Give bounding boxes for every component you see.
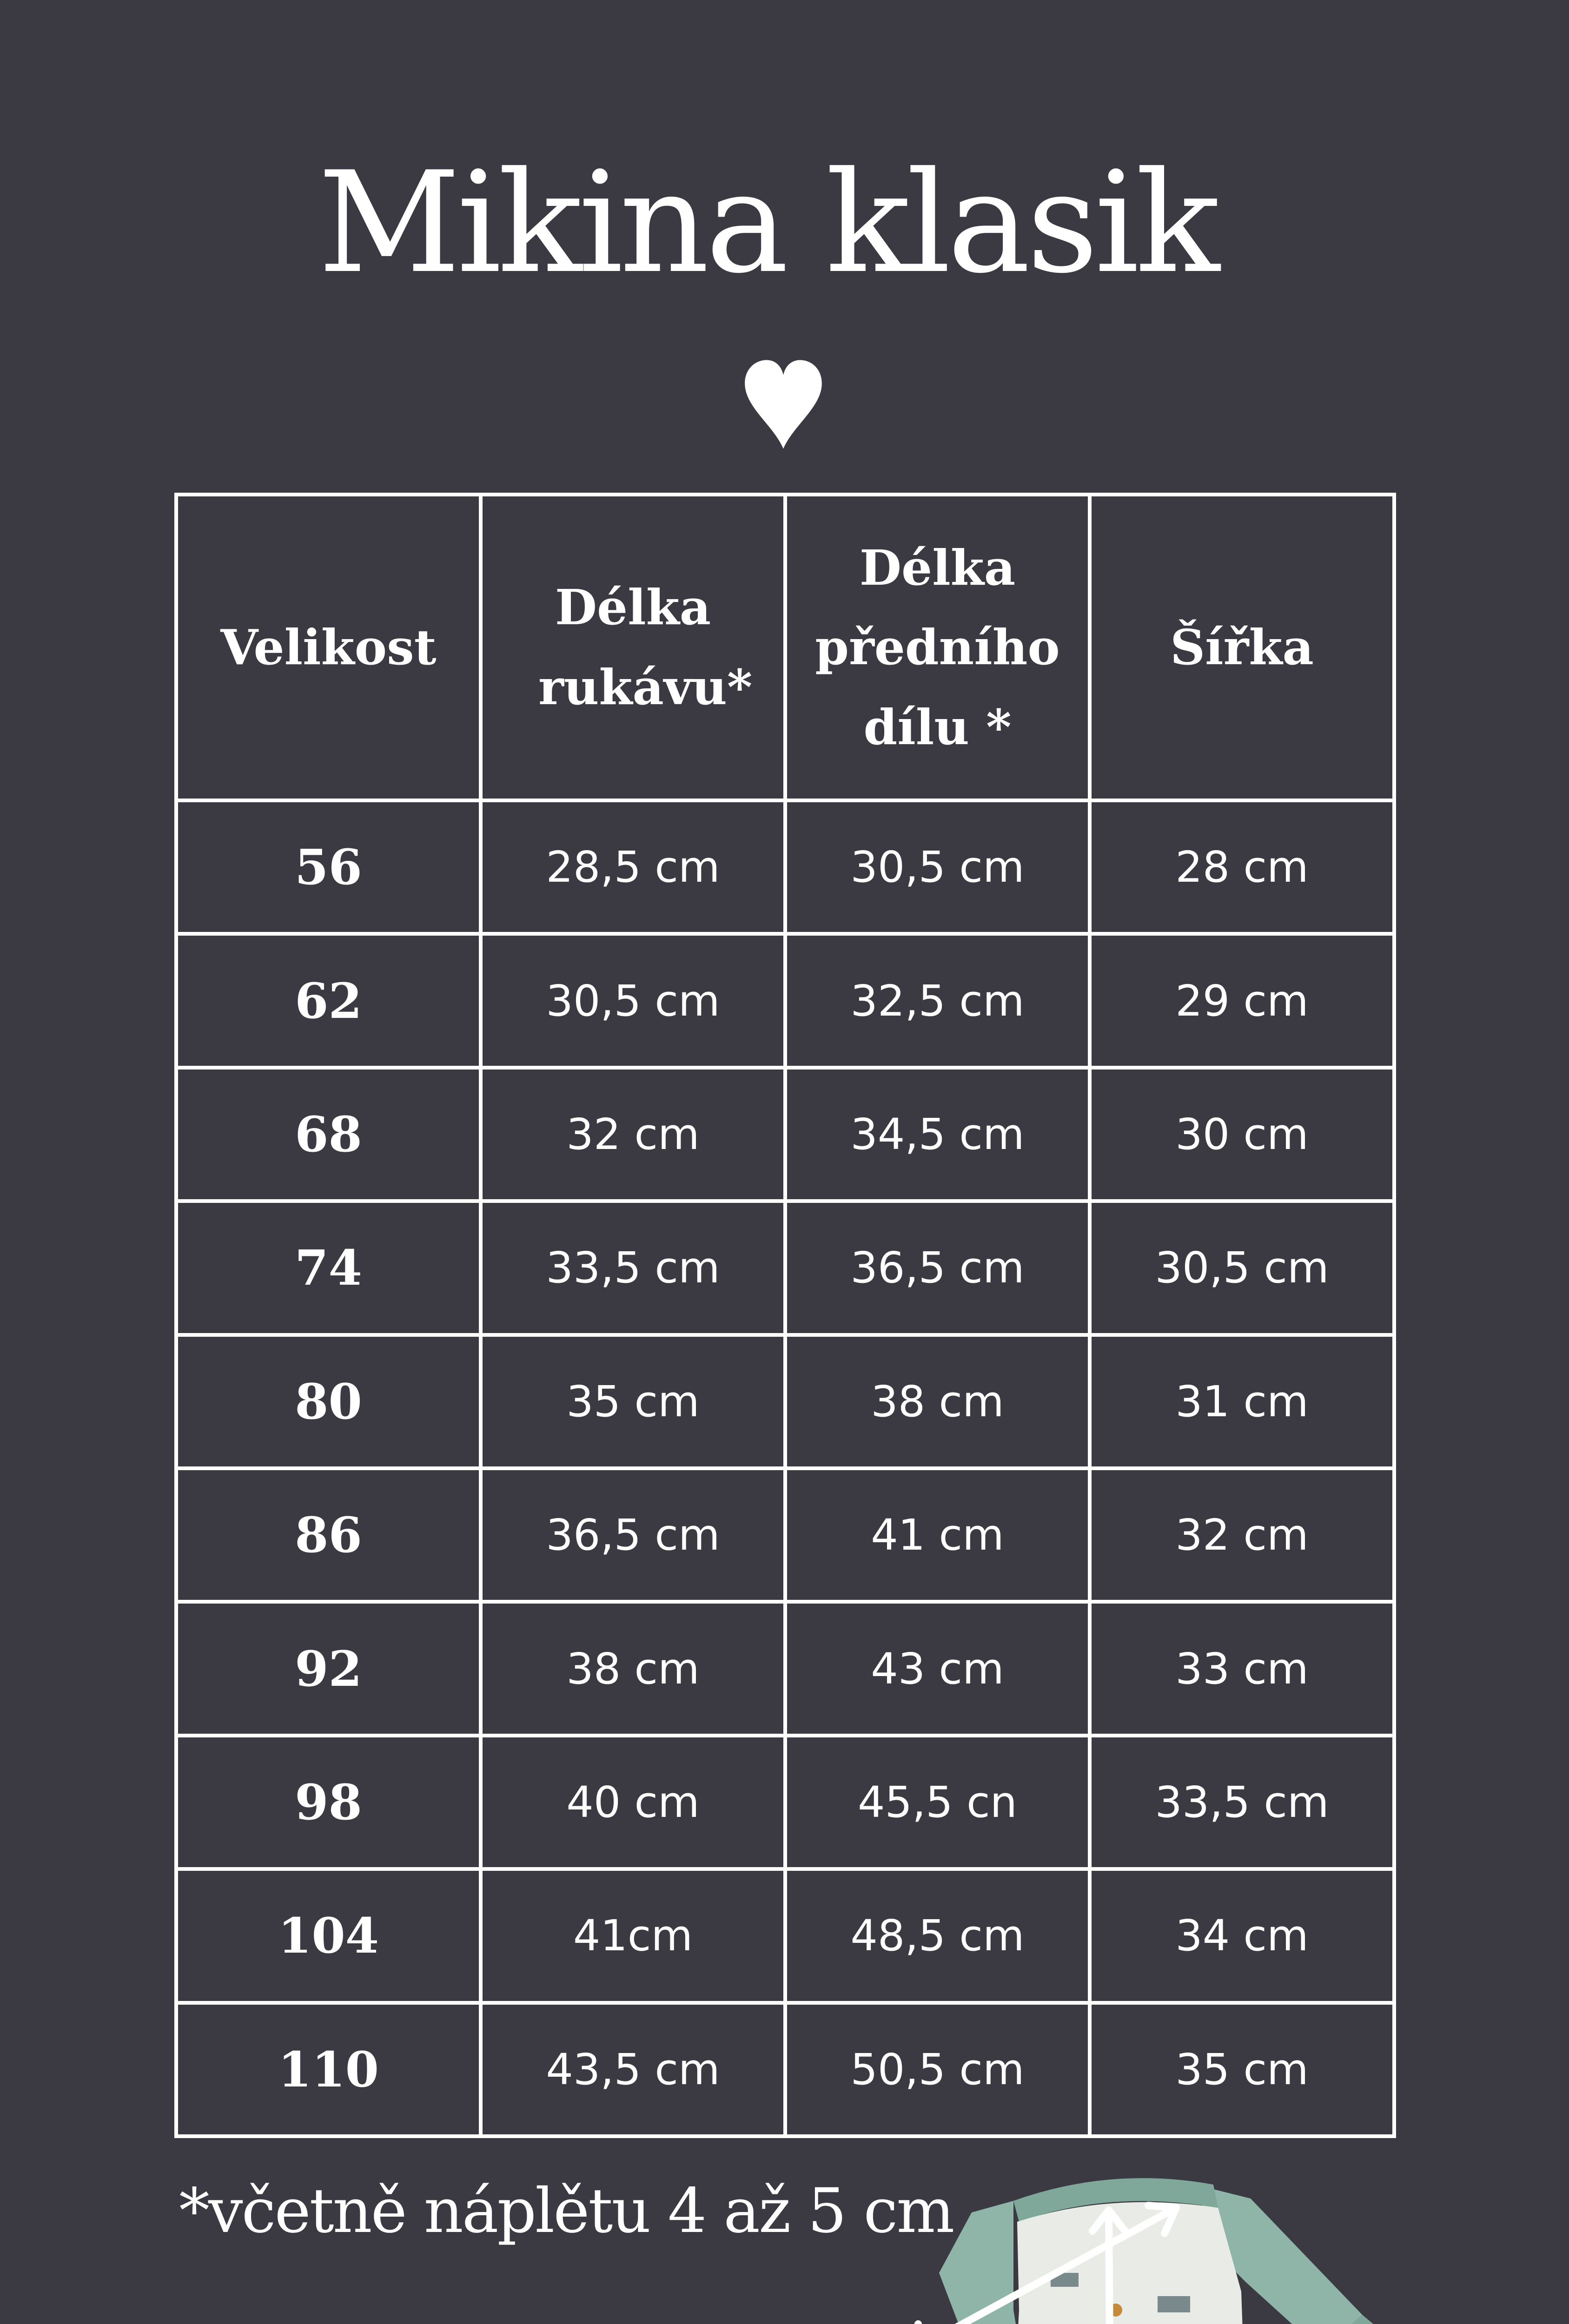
width-cell: 28 cm xyxy=(1090,800,1394,934)
page-title: Mikina klasik xyxy=(318,142,1217,304)
size-cell: 74 xyxy=(176,1201,481,1334)
size-cell: 68 xyxy=(176,1068,481,1201)
sleeve-length-cell: 40 cm xyxy=(481,1736,785,1869)
width-cell: 30 cm xyxy=(1090,1068,1394,1201)
sleeve-length-cell: 41cm xyxy=(481,1869,785,2002)
front-length-cell: 32,5 cm xyxy=(785,934,1090,1067)
sleeve-length-cell: 32 cm xyxy=(481,1068,785,1201)
size-table xyxy=(174,493,1396,2138)
heart-icon xyxy=(741,358,825,451)
width-cell: 30,5 cm xyxy=(1090,1201,1394,1334)
width-cell: 32 cm xyxy=(1090,1468,1394,1602)
sleeve-length-cell: 30,5 cm xyxy=(481,934,785,1067)
sleeve-length-cell: 35 cm xyxy=(481,1335,785,1468)
table-row xyxy=(176,934,1394,1067)
table-row xyxy=(176,1869,1394,2002)
sleeve-length-cell: 38 cm xyxy=(481,1602,785,1735)
size-cell: 80 xyxy=(176,1335,481,1468)
footnote: *včetně náplětu 4 až 5 cm xyxy=(179,2175,953,2247)
width-cell: 35 cm xyxy=(1090,2003,1394,2136)
sleeve-length-cell: 36,5 cm xyxy=(481,1468,785,1602)
width-cell: 31 cm xyxy=(1090,1335,1394,1468)
front-length-cell: 41 cm xyxy=(785,1468,1090,1602)
front-length-cell: 48,5 cm xyxy=(785,1869,1090,2002)
table-row xyxy=(176,1736,1394,1869)
size-cell: 86 xyxy=(176,1468,481,1602)
front-length-cell: 50,5 cm xyxy=(785,2003,1090,2136)
front-length-cell: 38 cm xyxy=(785,1335,1090,1468)
width-cell: 34 cm xyxy=(1090,1869,1394,2002)
front-length-cell: 43 cm xyxy=(785,1602,1090,1735)
size-cell: 98 xyxy=(176,1736,481,1869)
front-length-cell: 30,5 cm xyxy=(785,800,1090,934)
header-sirka: Šířka xyxy=(1090,495,1394,800)
table-row xyxy=(176,800,1394,934)
sweatshirt-image xyxy=(897,2157,1399,2324)
table-row xyxy=(176,2003,1394,2136)
width-cell: 29 cm xyxy=(1090,934,1394,1067)
size-cell: 56 xyxy=(176,800,481,934)
size-cell: 92 xyxy=(176,1602,481,1735)
size-cell: 62 xyxy=(176,934,481,1067)
front-length-cell: 36,5 cm xyxy=(785,1201,1090,1334)
sleeve-length-cell: 28,5 cm xyxy=(481,800,785,934)
table-header-row xyxy=(176,495,1394,800)
table-row xyxy=(176,1068,1394,1201)
header-delka-rukavu: Délka rukávu* xyxy=(481,495,785,800)
table-row xyxy=(176,1602,1394,1735)
front-length-cell: 45,5 cn xyxy=(785,1736,1090,1869)
table-row xyxy=(176,1468,1394,1602)
table-row xyxy=(176,1201,1394,1334)
front-length-cell: 34,5 cm xyxy=(785,1068,1090,1201)
header-velikost: Velikost xyxy=(176,495,481,800)
width-cell: 33,5 cm xyxy=(1090,1736,1394,1869)
table-row xyxy=(176,1335,1394,1468)
sleeve-length-cell: 33,5 cm xyxy=(481,1201,785,1334)
header-delka-predniho-dilu: Délka předního dílu * xyxy=(785,495,1090,800)
size-cell: 104 xyxy=(176,1869,481,2002)
sleeve-length-cell: 43,5 cm xyxy=(481,2003,785,2136)
width-cell: 33 cm xyxy=(1090,1602,1394,1735)
size-cell: 110 xyxy=(176,2003,481,2136)
